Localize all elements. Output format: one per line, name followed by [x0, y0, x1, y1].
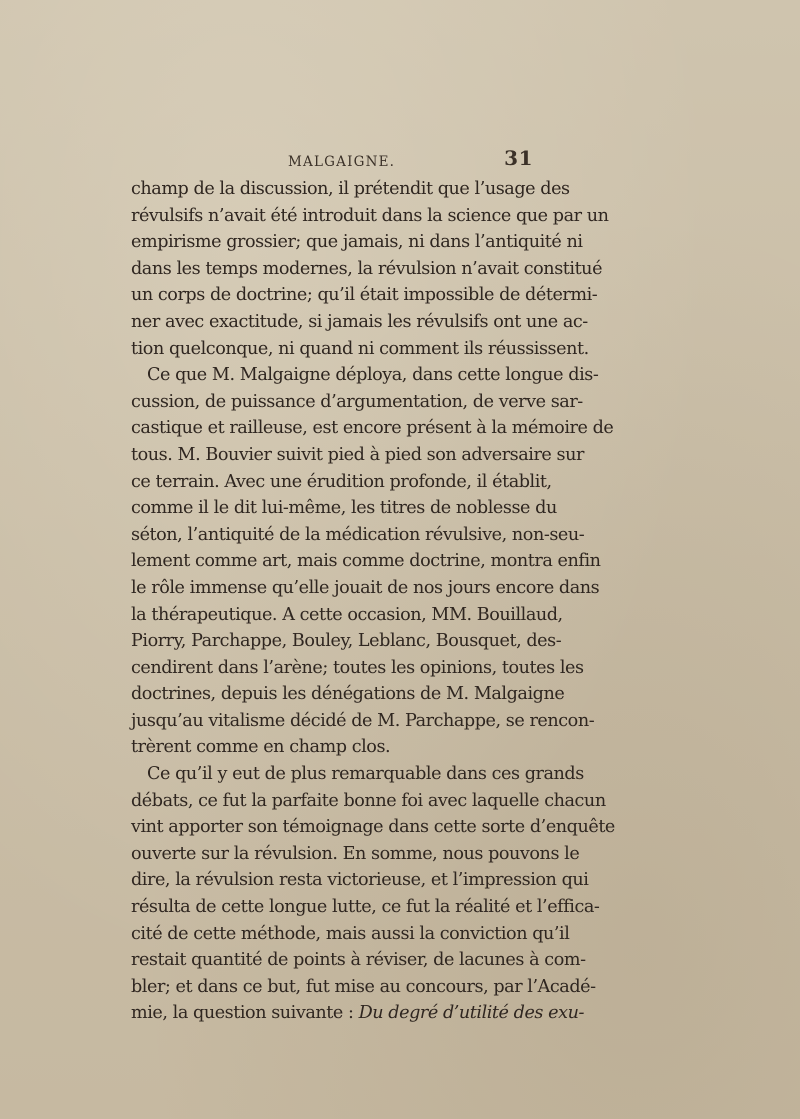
text-line: séton, l’antiquité de la médication révulsive, non-seu-: [131, 524, 585, 545]
text-line: comme il le dit lui-même, les titres de noblesse du: [131, 498, 557, 519]
text-line: ce terrain. Avec une érudition profonde, il établit,: [131, 471, 552, 492]
text-line: trèrent comme en champ clos.: [131, 737, 391, 758]
text-line: Ce que M. Malgaigne déploya, dans cette longue dis-: [147, 365, 599, 386]
final-line-italic: Du degré d’utilité des exu-: [358, 1003, 584, 1024]
text-line: tous. M. Bouvier suivit pied à pied son adversaire sur: [131, 444, 584, 465]
text-line: le rôle immense qu’elle jouait de nos jours encore dans: [131, 577, 600, 598]
text-line: un corps de doctrine; qu’il était impossible de détermi-: [131, 285, 598, 306]
text-line: lement comme art, mais comme doctrine, montra enfin: [131, 551, 601, 572]
text-line: bler; et dans ce but, fut mise au concours, par l’Acadé-: [131, 976, 596, 997]
text-line: débats, ce fut la parfaite bonne foi avec laquelle chacun: [131, 790, 606, 811]
text-line: résulta de cette longue lutte, ce fut la réalité et l’effica-: [131, 897, 600, 918]
running-title: MALGAIGNE.: [288, 154, 396, 170]
text-line: dire, la révulsion resta victorieuse, et l’impression qui: [131, 870, 589, 891]
text-line: doctrines, depuis les dénégations de M. Malgaigne: [131, 684, 565, 705]
text-line: empirisme grossier; que jamais, ni dans l’antiquité ni: [131, 232, 583, 253]
text-line: Ce qu’il y eut de plus remarquable dans ces grands: [147, 764, 584, 785]
final-line-roman: mie, la question suivante :: [131, 1003, 359, 1024]
text-line: cussion, de puissance d’argumentation, de verve sar-: [131, 391, 583, 412]
text-line: dans les temps modernes, la révulsion n’avait constitué: [131, 258, 603, 279]
page-number: 31: [504, 146, 533, 170]
text-line: cendirent dans l’arène; toutes les opinions, toutes les: [131, 657, 584, 678]
text-line-final: [131, 1000, 584, 1027]
text-line: champ de la discussion, il prétendit que l’usage des: [131, 179, 570, 199]
text-line: ouverte sur la révulsion. En somme, nous pouvons le: [131, 843, 580, 864]
text-line: cité de cette méthode, mais aussi la conviction qu’il: [131, 923, 570, 944]
text-line: jusqu’au vitalisme décidé de M. Parchappe, se rencon-: [131, 710, 595, 731]
text-line: restait quantité de points à réviser, de lacunes à com-: [131, 950, 586, 971]
text-line: Piorry, Parchappe, Bouley, Leblanc, Bousquet, des-: [131, 631, 562, 652]
body-text: [131, 176, 615, 1027]
text-line: la thérapeutique. A cette occasion, MM. Bouillaud,: [131, 604, 563, 625]
text-line: tion quelconque, ni quand ni comment ils réussissent.: [131, 338, 589, 359]
text-line: ner avec exactitude, si jamais les révulsifs ont une ac-: [131, 311, 588, 332]
text-line: vint apporter son témoignage dans cette sorte d’enquête: [131, 817, 615, 838]
text-line: castique et railleuse, est encore présent à la mémoire de: [131, 418, 614, 439]
text-line: révulsifs n’avait été introduit dans la science que par un: [131, 205, 609, 226]
running-head: [128, 146, 533, 176]
